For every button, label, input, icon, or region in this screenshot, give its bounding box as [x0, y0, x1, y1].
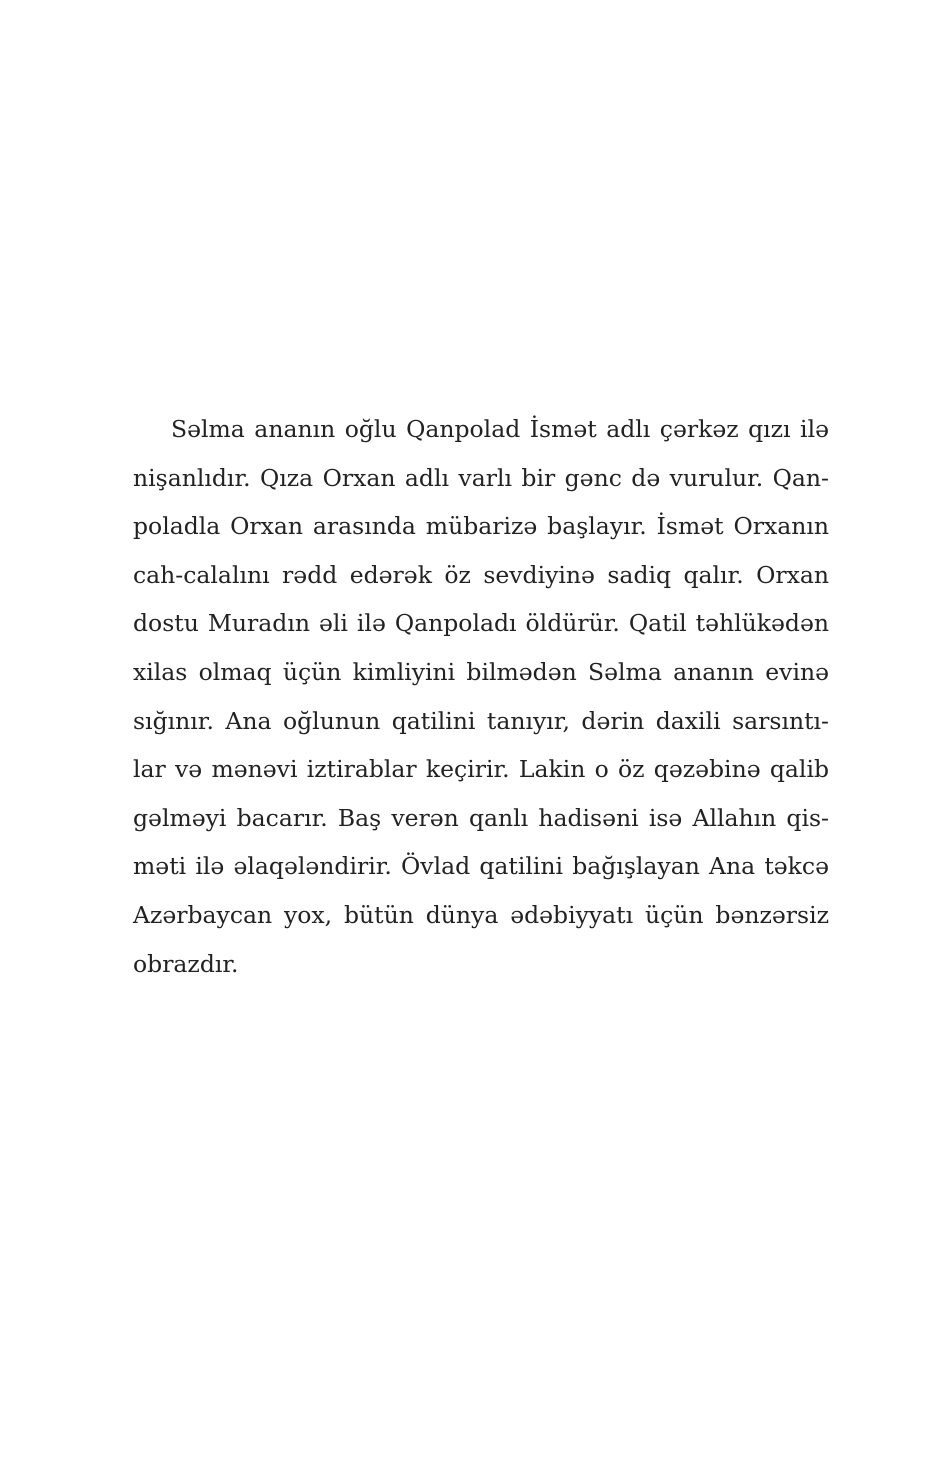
paragraph-line: poladla Orxan arasında mübarizə başlayır. İsmət Orxanın: [133, 512, 829, 541]
paragraph-line: nişanlıdır. Qıza Orxan adlı varlı bir gənc də vurulur. Qan-: [133, 463, 829, 492]
paragraph-line: dostu Muradın əli ilə Qanpoladı öldürür. Qatil təhlükədən: [133, 609, 829, 638]
paragraph-line: məti ilə əlaqələndirir. Övlad qatilini bağışlayan Ana təkcə: [133, 852, 829, 881]
paragraph-line: gəlməyi bacarır. Baş verən qanlı hadisəni isə Allahın qis-: [133, 803, 829, 832]
paragraph-line: sığınır. Ana oğlunun qatilini tanıyır, dərin daxili sarsıntı-: [133, 706, 829, 735]
paragraph-line: xilas olmaq üçün kimliyini bilmədən Səlma ananın evinə: [133, 657, 829, 686]
body-paragraph: [133, 405, 829, 988]
paragraph-line: cah-calalını rədd edərək öz sevdiyinə sadiq qalır. Orxan: [133, 560, 829, 589]
paragraph-line: Səlma ananın oğlu Qanpolad İsmət adlı çərkəz qızı ilə: [171, 415, 829, 443]
paragraph-line: lar və mənəvi iztirablar keçirir. Lakin o öz qəzəbinə qalib: [133, 755, 829, 784]
paragraph-line: Azərbaycan yox, bütün dünya ədəbiyyatı üçün bənzərsiz: [133, 900, 829, 929]
paragraph-line: obrazdır.: [133, 949, 239, 978]
